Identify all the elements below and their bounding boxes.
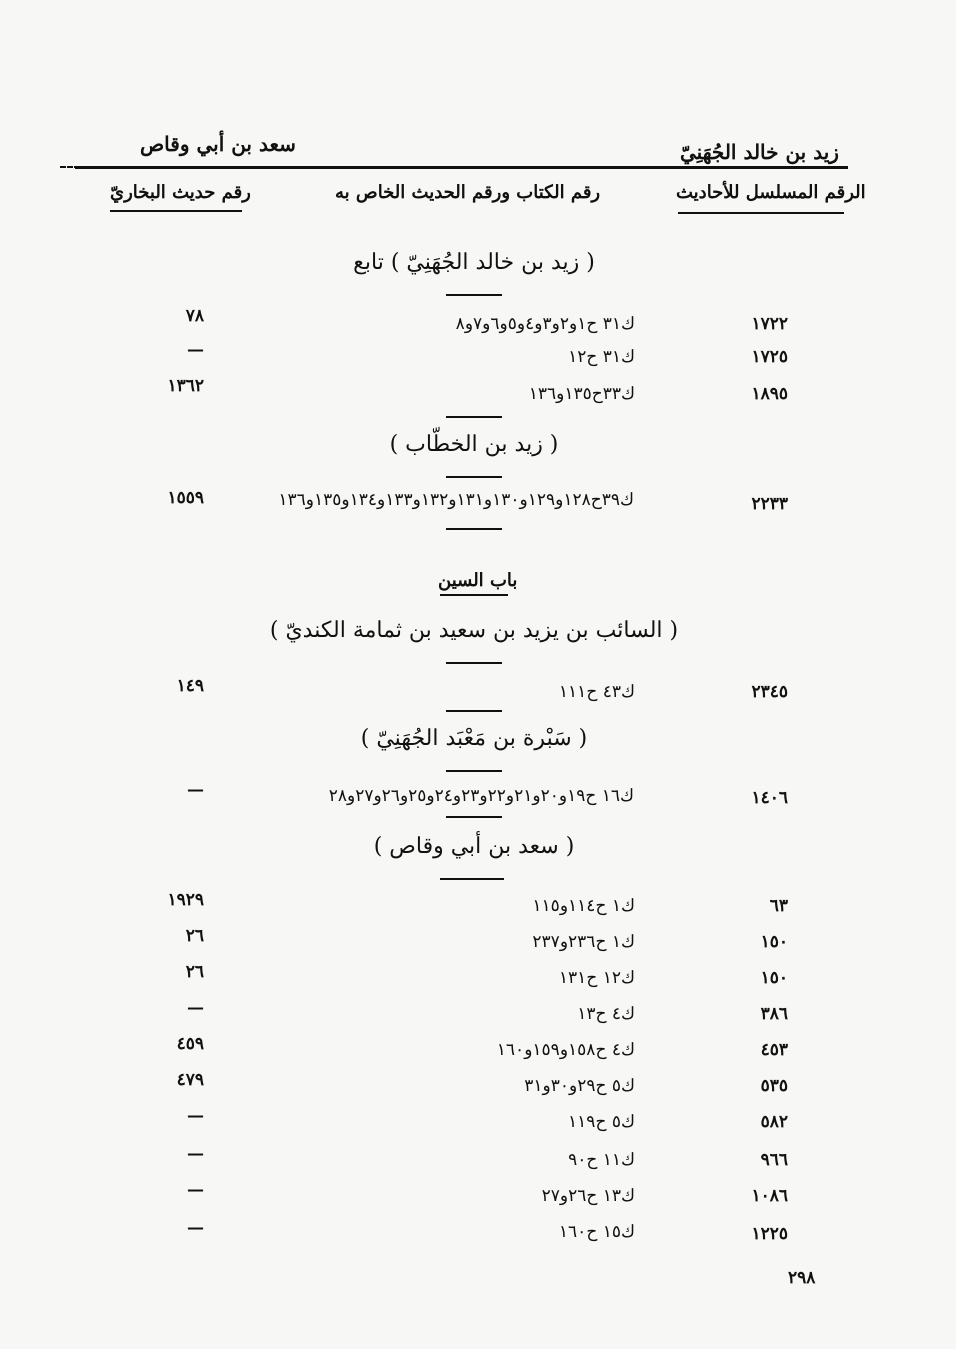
bukhari-number: —	[187, 340, 204, 360]
bukhari-number: ١٩٢٩	[167, 890, 204, 910]
bukhari-number: —	[187, 1218, 204, 1238]
section-rule	[446, 416, 502, 418]
serial-number: ٢٢٣٣	[751, 494, 788, 514]
serial-number: ١٠٨٦	[751, 1186, 788, 1206]
serial-number: ١٨٩٥	[751, 384, 788, 404]
bukhari-number: ٢٦	[185, 926, 204, 946]
book-hadith-ref: ك١ ح١١٤و١١٥	[532, 896, 635, 916]
section-rule	[446, 662, 502, 664]
section-title: ( سعد بن أبي وقاص )	[373, 834, 575, 859]
section-rule	[446, 528, 502, 530]
running-header-left: سعد بن أبي وقاص	[140, 132, 296, 156]
serial-number: ٦٣	[769, 896, 788, 916]
bukhari-number: ٧٨	[185, 306, 204, 326]
section-rule	[446, 770, 502, 772]
section-title: ( زيد بن خالد الجُهَنِيّ ) تابع	[353, 250, 595, 275]
book-hadith-ref: ك٣١ ح١و٢و٣و٤و٥و٦و٧و٨	[455, 314, 635, 334]
bukhari-number: ١٣٦٢	[167, 376, 204, 396]
serial-number: ١٧٢٥	[751, 347, 788, 367]
book-hadith-ref: ك١٣ ح٢٦و٢٧	[541, 1186, 635, 1206]
book-hadith-ref: ك١ ح٢٣٦و٢٣٧	[532, 932, 635, 952]
column-header-bukhari: رقم حديث البخاريّ	[110, 182, 251, 203]
bukhari-number: —	[187, 1180, 204, 1200]
serial-number: ٥٣٥	[760, 1076, 788, 1096]
section-title: ( زيد بن الخطّاب )	[389, 432, 559, 457]
serial-number: ٩٦٦	[760, 1150, 788, 1170]
column-header-serial: الرقم المسلسل للأحاديث	[676, 182, 866, 203]
serial-number: ١٧٢٢	[751, 314, 788, 334]
chapter-label: باب السين	[438, 570, 518, 591]
book-hadith-ref: ك٥ ح١١٩	[568, 1112, 635, 1132]
section-rule	[446, 710, 502, 712]
section-rule	[446, 294, 502, 296]
bukhari-number: —	[187, 1106, 204, 1126]
running-header-right: زيد بن خالد الجُهَنِيّ	[680, 140, 839, 164]
book-hadith-ref: ك٣٣ح١٣٥و١٣٦	[528, 384, 635, 404]
bukhari-number: —	[187, 1144, 204, 1164]
book-hadith-ref: ك١٥ ح١٦٠	[558, 1222, 635, 1242]
column-header-serial-underline	[678, 212, 844, 214]
chapter-rule	[440, 594, 508, 596]
book-hadith-ref: ك١٢ ح١٣١	[558, 968, 635, 988]
bukhari-number: ١٥٥٩	[167, 488, 204, 508]
serial-number: ٤٥٣	[760, 1040, 788, 1060]
serial-number: ١٢٢٥	[751, 1224, 788, 1244]
section-rule	[440, 878, 504, 880]
book-hadith-ref: ك٤ ح١٥٨و١٥٩و١٦٠	[496, 1040, 635, 1060]
book-hadith-ref: ك٤ ح١٣	[577, 1004, 635, 1024]
bukhari-number: —	[187, 998, 204, 1018]
serial-number: ١٤٠٦	[751, 788, 788, 808]
book-hadith-ref: ك١١ ح٩٠	[568, 1150, 635, 1170]
bukhari-number: —	[187, 780, 204, 800]
book-hadith-ref: ك٣١ ح١٢	[568, 347, 635, 367]
serial-number: ٢٣٤٥	[751, 682, 788, 702]
bukhari-number: ٤٧٩	[176, 1070, 204, 1090]
column-header-book-ref: رقم الكتاب ورقم الحديث الخاص به	[335, 182, 601, 203]
book-hadith-ref: ك٤٣ ح١١١	[558, 682, 635, 702]
page-number: ٢٩٨	[788, 1268, 816, 1288]
column-header-bukhari-underline	[110, 210, 242, 212]
book-hadith-ref: ك١٦ ح١٩و٢٠و٢١و٢٢و٢٣و٢٤و٢٥و٢٦و٢٧و٢٨	[328, 786, 634, 806]
section-rule	[446, 816, 502, 818]
book-hadith-ref: ك٥ ح٢٩و٣٠و٣١	[524, 1076, 635, 1096]
section-title: ( سَبْرة بن مَعْبَد الجُهَنِيّ )	[360, 726, 588, 751]
section-rule	[446, 476, 502, 478]
header-rule	[75, 166, 848, 169]
section-title: ( السائب بن يزيد بن سعيد بن ثمامة الكنديّ )	[269, 618, 679, 643]
book-hadith-ref: ك٣٩ح١٢٨و١٢٩و١٣٠و١٣١و١٣٢و١٣٣و١٣٤و١٣٥و١٣٦	[278, 490, 634, 510]
bukhari-number: ٤٥٩	[176, 1034, 204, 1054]
serial-number: ٣٨٦	[760, 1004, 788, 1024]
bukhari-number: ١٤٩	[176, 676, 204, 696]
serial-number: ٥٨٢	[760, 1112, 788, 1132]
serial-number: ١٥٠	[760, 968, 788, 988]
serial-number: ١٥٠	[760, 932, 788, 952]
bukhari-number: ٢٦	[185, 962, 204, 982]
